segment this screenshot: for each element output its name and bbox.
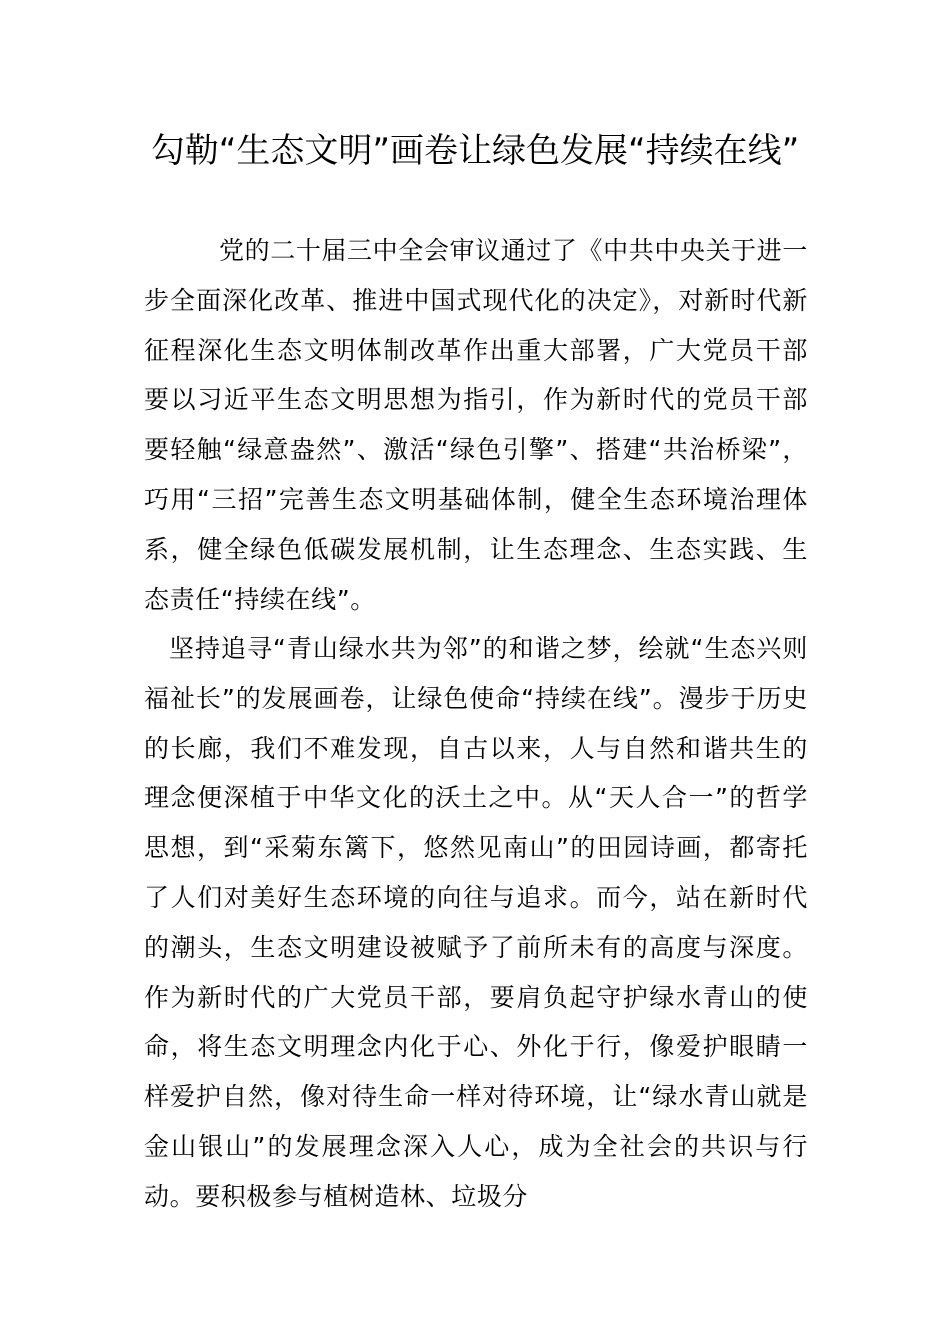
body-paragraph-2: 坚持追寻“青山绿水共为邻”的和谐之梦，绘就“生态兴则福祉长”的发展画卷，让绿色使命“持续在线”。漫步于历史的长廊，我们不难发现，自古以来，人与自然和谐共生的理念便深植于中华文化的沃土之中。从“天人合一”的哲学思想，到“采菊东篱下，悠然见南山”的田园诗画，都寄托了人们对美好生态环境的向往与追求。而今，站在新时代的潮头，生态文明建设被赋予了前所未有的高度与深度。作为新时代的广大党员干部，要肩负起守护绿水青山的使命，将生态文明理念内化于心、外化于行，像爱护眼睛一样爱护自然，像对待生命一样对待环境，让“绿水青山就是金山银山”的发展理念深入人心，成为全社会的共识与行动。要积极参与植树造林、垃圾分 [144,634,808,1211]
document-title: 勾勒“生态文明”画卷让绿色发展“持续在线” [150,131,800,171]
body-paragraph-1: 党的二十届三中全会审议通过了《中共中央关于进一步全面深化改革、推进中国式现代化的决定》，对新时代新征程深化生态文明体制改革作出重大部署，广大党员干部要以习近平生态文明思想为指引，作为新时代的党员干部要轻触“绿意盎然”、激活“绿色引擎”、搭建“共治桥梁”，巧用“三招”完善生态文明基础体制，健全生态环境治理体系，健全绿色低碳发展机制，让生态理念、生态实践、生态责任“持续在线”。 [144,236,808,614]
